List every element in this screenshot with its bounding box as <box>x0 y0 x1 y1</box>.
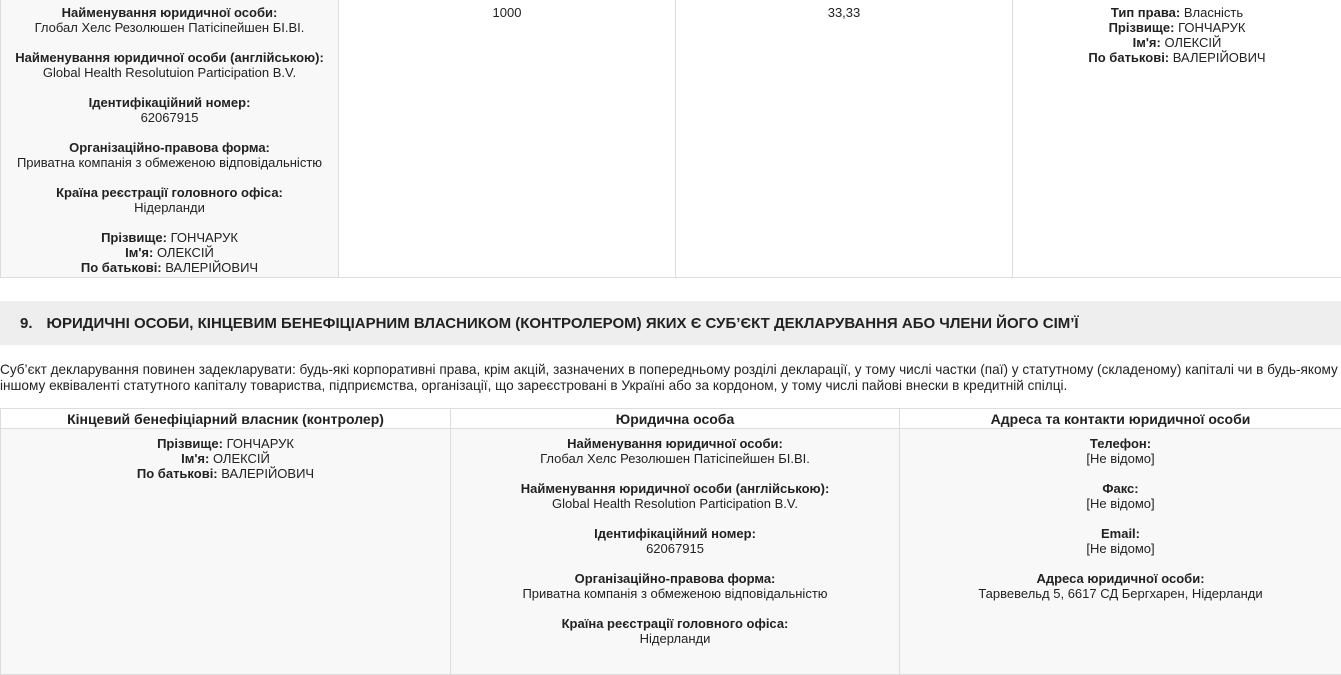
column-header-entity: Юридична особа <box>451 409 900 429</box>
surname-label: Прізвище: <box>1109 20 1175 35</box>
share-cell: 33,33 <box>676 0 1013 278</box>
entity-name-en-label: Найменування юридичної особи (англійською): <box>15 50 324 65</box>
owner-cell <box>1 429 451 675</box>
email-label: Email: <box>1101 526 1140 541</box>
surname-label: Прізвище: <box>101 230 167 245</box>
phone-value: [Не відомо] <box>1086 451 1154 466</box>
entity-cell <box>1 0 339 278</box>
entity-org-form-field <box>7 140 332 170</box>
first-name-value: ОЛЕКСІЙ <box>1164 35 1221 50</box>
entity-name-label: Найменування юридичної особи: <box>567 436 783 451</box>
first-name-label: Ім'я: <box>1133 35 1161 50</box>
right-type-label: Тип права: <box>1111 5 1180 20</box>
entity-name-field <box>457 436 893 466</box>
entity-name-value: Глобал Хелс Резолюшен Патісіпейшен БІ.ВІ. <box>35 20 305 35</box>
patronymic-label: По батькові: <box>81 260 162 275</box>
entity-org-form-label: Організаційно-правова форма: <box>69 140 270 155</box>
entity-name-en-value: Global Health Resolutuion Participation B.V. <box>43 65 296 80</box>
section-number: 9. <box>20 315 33 332</box>
contacts-cell <box>900 429 1341 675</box>
fax-label: Факс: <box>1102 481 1138 496</box>
rights-cell <box>1013 0 1341 278</box>
patronymic-value: ВАЛЕРІЙОВИЧ <box>221 466 314 481</box>
right-type-value: Власність <box>1184 5 1243 20</box>
entity-name-en-value: Global Health Resolution Participation B.V. <box>552 496 798 511</box>
email-field <box>906 526 1335 556</box>
address-value: Тарвевельд 5, 6617 СД Бергхарен, Нідерланди <box>978 586 1262 601</box>
entity-name-field <box>7 5 332 35</box>
fax-value: [Не відомо] <box>1086 496 1154 511</box>
entity-org-form-value: Приватна компанія з обмеженою відповідальністю <box>522 586 827 601</box>
entity-country-field <box>7 185 332 215</box>
surname-label: Прізвище: <box>157 436 223 451</box>
previous-section-table <box>0 0 1341 278</box>
entity-country-value: Нідерланди <box>640 631 711 646</box>
legal-entity-cell <box>451 429 900 675</box>
patronymic-value: ВАЛЕРІЙОВИЧ <box>1173 50 1266 65</box>
first-name-value: ОЛЕКСІЙ <box>213 451 270 466</box>
phone-label: Телефон: <box>1090 436 1151 451</box>
table-header-row <box>1 409 1341 429</box>
table-row <box>1 0 1341 278</box>
entity-name-value: Глобал Хелс Резолюшен Патісіпейшен БІ.ВІ. <box>540 451 810 466</box>
entity-name-en-label: Найменування юридичної особи (англійською): <box>521 481 830 496</box>
email-value: [Не відомо] <box>1086 541 1154 556</box>
patronymic-label: По батькові: <box>1088 50 1169 65</box>
fax-field <box>906 481 1335 511</box>
entity-name-en-field <box>7 50 332 80</box>
entity-id-value: 62067915 <box>141 110 199 125</box>
entity-country-value: Нідерланди <box>134 200 205 215</box>
first-name-value: ОЛЕКСІЙ <box>157 245 214 260</box>
patronymic-label: По батькові: <box>137 466 218 481</box>
entity-org-form-label: Організаційно-правова форма: <box>575 571 776 586</box>
entity-org-form-field <box>457 571 893 601</box>
section-9-header <box>0 301 1341 345</box>
address-field <box>906 571 1335 601</box>
table-row <box>1 429 1341 675</box>
entity-id-field <box>457 526 893 556</box>
surname-value: ГОНЧАРУК <box>171 230 238 245</box>
entity-org-form-value: Приватна компанія з обмеженою відповідальністю <box>17 155 322 170</box>
value-cell: 1000 <box>339 0 676 278</box>
section-description: Суб’єкт декларування повинен задекларувати: будь-які корпоративні права, крім акцій, зазначених в попередньому розділі декларації, у тому числі частки (паї) у статутному (складеному) капіталі чи в будь-якому іншому еквіваленті статутного капіталу товариства, підприємства, організації, що зареєстровані в Україні або за кордоном, у тому числі пайові внески в кредитній спілці. <box>0 362 1341 394</box>
first-name-label: Ім'я: <box>125 245 153 260</box>
column-header-contacts: Адреса та контакти юридичної особи <box>900 409 1341 429</box>
column-header-owner: Кінцевий бенефіціарний власник (контролер) <box>1 409 451 429</box>
patronymic-value: ВАЛЕРІЙОВИЧ <box>165 260 258 275</box>
entity-country-label: Країна реєстрації головного офіса: <box>56 185 283 200</box>
first-name-label: Ім'я: <box>181 451 209 466</box>
entity-id-value: 62067915 <box>646 541 704 556</box>
surname-value: ГОНЧАРУК <box>227 436 294 451</box>
beneficiary-table <box>0 408 1341 675</box>
entity-id-label: Ідентифікаційний номер: <box>594 526 756 541</box>
section-title: ЮРИДИЧНІ ОСОБИ, КІНЦЕВИМ БЕНЕФІЦІАРНИМ ВЛАСНИКОМ (КОНТРОЛЕРОМ) ЯКИХ Є СУБ’ЄКТ ДЕКЛАРУВАННЯ АБО ЧЛЕНИ ЙОГО СІМ’Ї <box>47 315 1079 332</box>
surname-value: ГОНЧАРУК <box>1178 20 1245 35</box>
address-label: Адреса юридичної особи: <box>1036 571 1204 586</box>
entity-name-en-field <box>457 481 893 511</box>
entity-country-label: Країна реєстрації головного офіса: <box>562 616 789 631</box>
entity-id-field <box>7 95 332 125</box>
entity-country-field <box>457 616 893 646</box>
entity-id-label: Ідентифікаційний номер: <box>89 95 251 110</box>
entity-name-label: Найменування юридичної особи: <box>62 5 278 20</box>
phone-field <box>906 436 1335 466</box>
entity-person-field <box>7 230 332 275</box>
